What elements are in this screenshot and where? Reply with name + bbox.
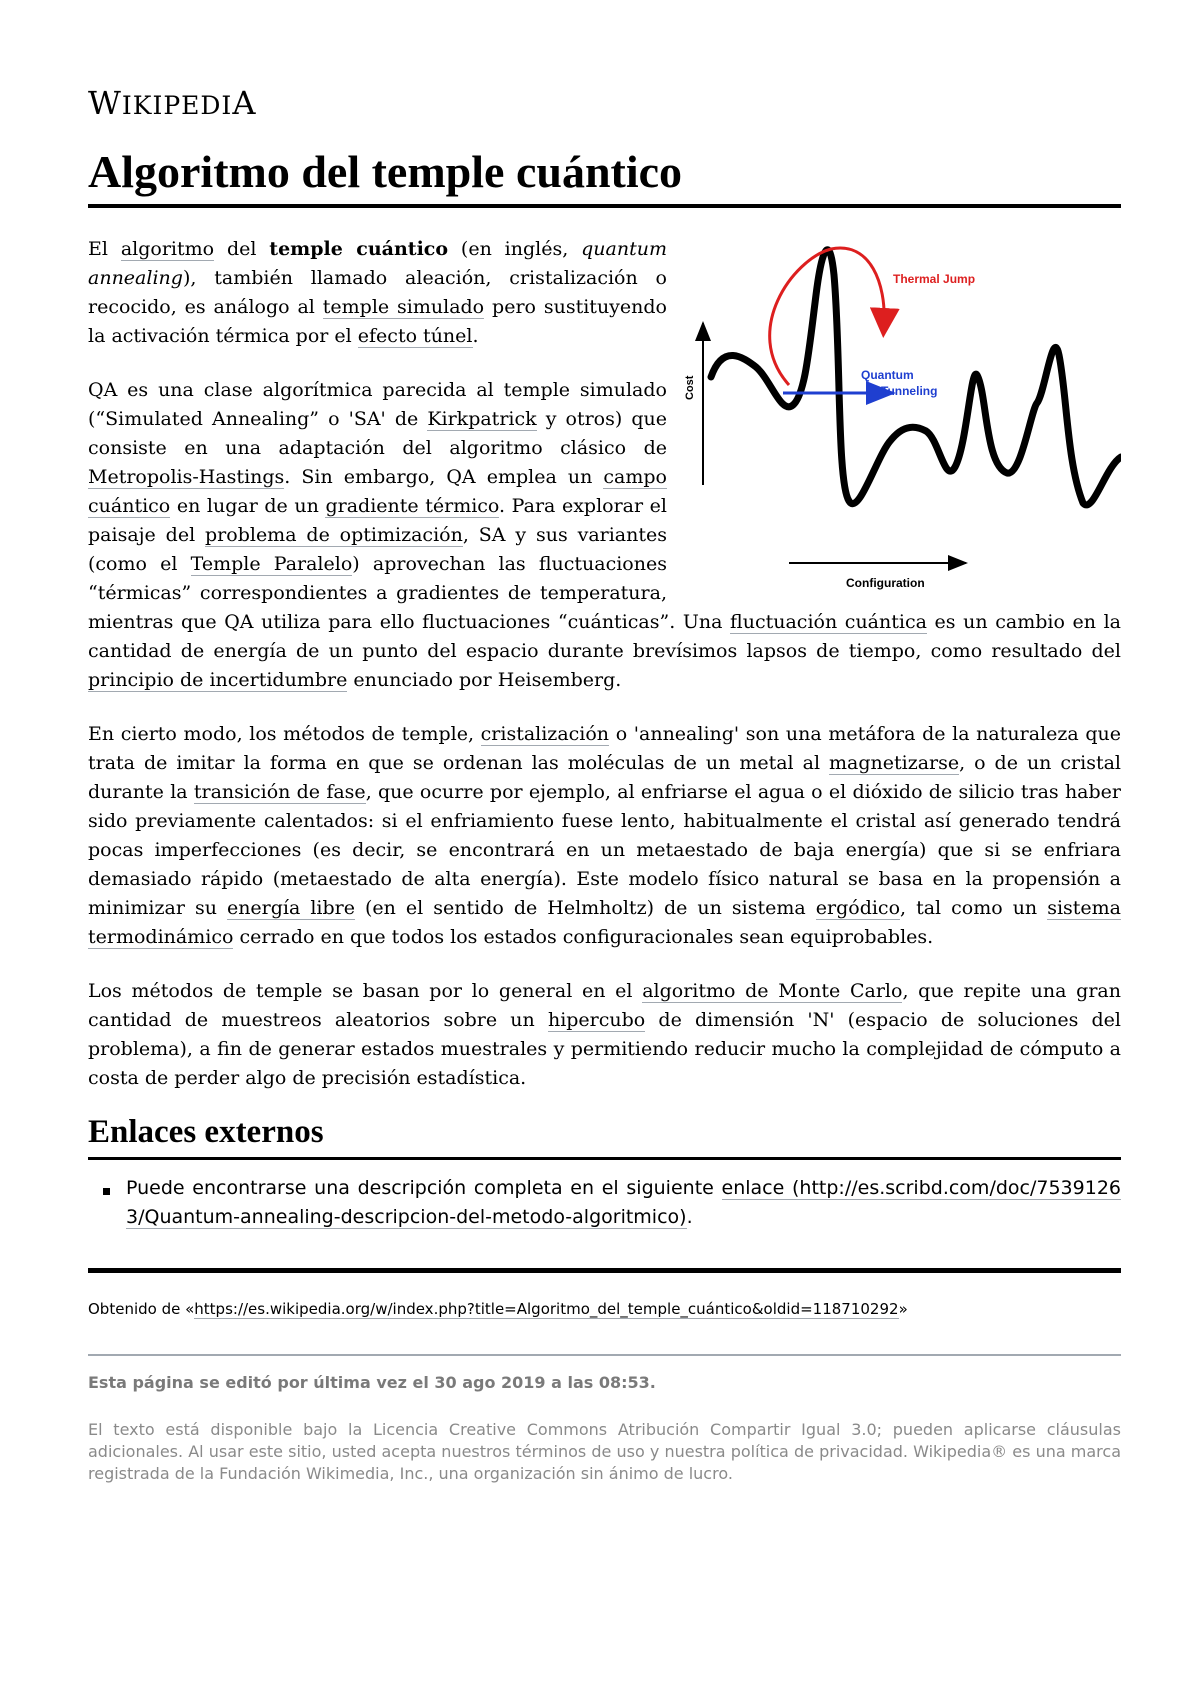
term-temple-cuantico: temple cuántico bbox=[269, 238, 449, 260]
tunneling-label: Tunneling bbox=[881, 384, 938, 398]
cost-axis-label: Cost bbox=[684, 375, 696, 400]
quantum-label: Quantum bbox=[861, 368, 914, 382]
link-hipercubo[interactable]: hipercubo bbox=[547, 1009, 646, 1031]
link-ergodico[interactable]: ergódico bbox=[815, 897, 901, 919]
link-sistema-termodinamico[interactable]: sistema termodinámico bbox=[88, 897, 1122, 948]
link-temple-paralelo[interactable]: Temple Paralelo bbox=[190, 553, 353, 575]
link-principio-incertidumbre[interactable]: principio de incertidumbre bbox=[88, 669, 348, 691]
page-title: Algoritmo del temple cuántico bbox=[88, 145, 1121, 208]
link-cristalizacion[interactable]: cristalización bbox=[480, 723, 610, 745]
link-energia-libre[interactable]: energía libre bbox=[226, 897, 355, 919]
link-magnetizarse[interactable]: magnetizarse bbox=[829, 752, 960, 774]
link-source-url[interactable]: https://es.wikipedia.org/w/index.php?title=Algoritmo_del_temple_cuántico&oldid=118710292 bbox=[194, 1300, 899, 1318]
link-algoritmo[interactable]: algoritmo bbox=[120, 238, 215, 260]
link-temple-simulado[interactable]: temple simulado bbox=[322, 296, 485, 318]
external-links-list bbox=[88, 1174, 1121, 1232]
footer-thin-divider bbox=[88, 1354, 1121, 1356]
configuration-axis-label: Configuration bbox=[846, 576, 925, 590]
thermal-jump-label: Thermal Jump bbox=[893, 272, 976, 286]
section-heading-enlaces-externos: Enlaces externos bbox=[88, 1118, 1121, 1160]
logo-last-letter: A bbox=[232, 84, 257, 122]
paragraph-intro: El algoritmo del temple cuántico (en inglés, quantum annealing), también llamado aleación, cristalización o recocido, es análogo al temple simulado pero sustituyendo la activación térmica por el efecto túnel. bbox=[88, 238, 667, 347]
link-problema-optimizacion[interactable]: problema de optimización bbox=[205, 524, 463, 546]
link-transicion-fase[interactable]: transición de fase bbox=[193, 781, 366, 803]
link-metropolis-hastings[interactable]: Metropolis-Hastings bbox=[88, 466, 285, 488]
logo-middle-letters: IKIPEDI bbox=[121, 91, 233, 120]
link-efecto-tunel[interactable]: efecto túnel bbox=[357, 325, 473, 347]
source-line: Obtenido de «https://es.wikipedia.org/w/index.php?title=Algoritmo_del_temple_cuántico&oldid=118710292» bbox=[88, 1300, 908, 1318]
link-campo-cuantico[interactable]: campo cuántico bbox=[88, 466, 667, 517]
license-text: El texto está disponible bajo la Licencia Creative Commons Atribución Compartir Igual 3.0; pueden aplicarse cláusulas adicionales. Al usar este sitio, usted acepta nuestros términos de uso y nuestra política de privacidad. Wikipedia® es una marca registrada de la Fundación Wikimedia, Inc., una organización sin ánimo de lucro. bbox=[88, 1420, 1121, 1483]
link-fluctuacion-cuantica[interactable]: fluctuación cuántica bbox=[730, 611, 927, 633]
energy-landscape-curve bbox=[711, 250, 1121, 505]
logo-first-letter: W bbox=[88, 84, 122, 122]
term-quantum-annealing: quantum annealing bbox=[88, 238, 667, 289]
footer-divider bbox=[88, 1268, 1121, 1273]
link-kirkpatrick[interactable]: Kirkpatrick bbox=[427, 408, 537, 430]
article-body bbox=[88, 235, 1121, 1485]
last-modified-text: Esta página se editó por última vez el 30 ago 2019 a las 08:53. bbox=[88, 1373, 656, 1392]
thermal-jump-arrow bbox=[770, 248, 884, 385]
list-item: Puede encontrarse una descripción completa en el siguiente enlace (http://es.scribd.com/doc/75391263/Quantum-annealing-descripcion-del-metodo-algoritmico). bbox=[88, 1174, 1121, 1232]
paragraph-metaphor: En cierto modo, los métodos de temple, cristalización o 'annealing' son una metáfora de la naturaleza que trata de imitar la forma en que se ordenan las moléculas de un metal al magnetizarse, o de un cristal durante la transición de fase, que ocurre por ejemplo, al enfriarse el agua o el dióxido de silicio tras haber sido previamente calentados: si el enfriamiento fuese lento, habitualmente el cristal así generado tendrá pocas imperfecciones (es decir, se encontrará en un metaestado de baja energía) que si se enfriara demasiado rápido (metaestado de alta energía). Este modelo físico natural se basa en la propensión a minimizar su energía libre (en el sentido de Helmholtz) de un sistema ergódico, tal como un sistema termodinámico cerrado en que todos los estados configuracionales sean equiprobables. bbox=[88, 723, 1122, 948]
link-scribd[interactable]: enlace (http://es.scribd.com/doc/75391263/Quantum-annealing-descripcion-del-metodo-algoritmico) bbox=[126, 1177, 1121, 1228]
paragraph-qa: QA es una clase algorítmica parecida al temple simulado (“Simulated Annealing” o 'SA' de Kirkpatrick y otros) que consiste en una adaptación del algoritmo clásico de Metropolis-Hastings. Sin embargo, QA emplea un campo cuántico en lugar de un gradiente térmico. Para explorar el paisaje del problema de optimización, SA y sus variantes (como el Temple Paralelo) aprovechan las fluctuaciones “térmicas” correspondientes a gradientes de temperatura, mientras que QA utiliza para ello fluctuaciones “cuánticas”. Una fluctuación cuántica es un cambio en la cantidad de energía de un punto del espacio durante brevísimos lapsos de tiempo, como resultado del principio de incertidumbre enunciado por Heisemberg. bbox=[88, 379, 1122, 691]
paragraph-montecarlo: Los métodos de temple se basan por lo general en el algoritmo de Monte Carlo, que repite una gran cantidad de muestreos aleatorios sobre un hipercubo de dimensión 'N' (espacio de soluciones del problema), a fin de generar estados muestrales y permitiendo reducir mucho la complejidad de cómputo a costa de perder algo de precisión estadística. bbox=[88, 980, 1121, 1089]
annealing-figure bbox=[681, 235, 1121, 591]
wikipedia-logo[interactable] bbox=[88, 84, 256, 122]
link-algoritmo-monte-carlo[interactable]: algoritmo de Monte Carlo bbox=[642, 980, 903, 1002]
link-gradiente-termico[interactable]: gradiente térmico bbox=[325, 495, 500, 517]
